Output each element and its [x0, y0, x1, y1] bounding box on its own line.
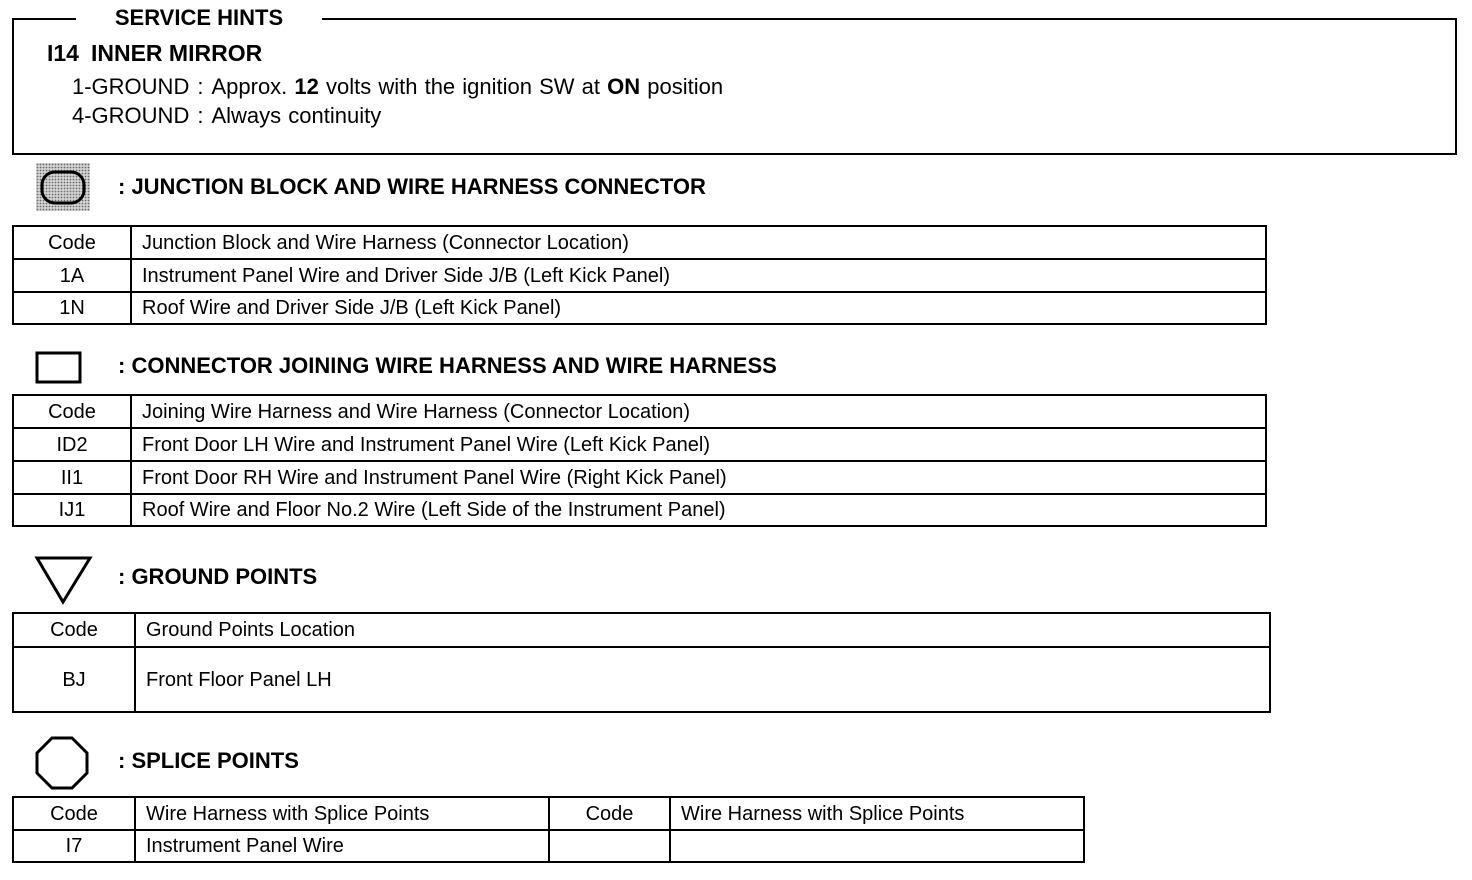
code-cell: BJ — [13, 647, 135, 712]
component-title — [47, 39, 262, 67]
code-cell: I7 — [13, 830, 135, 862]
location-cell: Front Floor Panel LH — [135, 647, 1270, 712]
hint-text: volts with the ignition SW at — [318, 74, 608, 99]
harness-cell: Instrument Panel Wire — [135, 830, 549, 862]
code-cell: 1N — [13, 292, 131, 324]
column-header-code: Code — [13, 797, 135, 830]
hint-value: ON — [607, 74, 641, 99]
hint-separator: : — [197, 74, 204, 99]
component-code: I14 — [47, 40, 79, 66]
ground-table — [12, 612, 1271, 713]
table-row — [13, 292, 1266, 324]
ground-heading: : GROUND POINTS — [118, 564, 318, 589]
column-header-location: Junction Block and Wire Harness (Connector Location) — [131, 226, 1266, 259]
service-hints-title: SERVICE HINTS — [76, 4, 322, 32]
hint-value: 12 — [294, 74, 319, 99]
column-header-code: Code — [13, 613, 135, 647]
connector-icon — [35, 351, 83, 385]
column-header-code: Code — [13, 226, 131, 259]
splice-table — [12, 796, 1085, 863]
table-header-row — [13, 226, 1266, 259]
hint-line — [72, 102, 381, 130]
code-cell: ID2 — [13, 428, 131, 461]
code-cell: 1A — [13, 259, 131, 292]
column-header-harness: Wire Harness with Splice Points — [670, 797, 1084, 830]
location-cell: Front Door LH Wire and Instrument Panel Wire (Left Kick Panel) — [131, 428, 1266, 461]
harness-cell — [670, 830, 1084, 862]
hint-text: position — [640, 74, 724, 99]
hint-text: Always continuity — [211, 103, 382, 128]
code-cell — [549, 830, 670, 862]
column-header-code: Code — [13, 395, 131, 428]
junction-block-heading: : JUNCTION BLOCK AND WIRE HARNESS CONNECTOR — [118, 174, 706, 199]
table-row — [13, 259, 1266, 292]
hint-separator: : — [197, 103, 204, 128]
table-row — [13, 647, 1270, 712]
junction-block-icon — [36, 163, 92, 213]
column-header-harness: Wire Harness with Splice Points — [135, 797, 549, 830]
location-cell: Roof Wire and Floor No.2 Wire (Left Side of the Instrument Panel) — [131, 494, 1266, 526]
connector-table — [12, 394, 1267, 527]
junction-block-table — [12, 225, 1267, 325]
component-name: INNER MIRROR — [90, 40, 263, 66]
location-cell: Roof Wire and Driver Side J/B (Left Kick Panel) — [131, 292, 1266, 324]
column-header-location: Ground Points Location — [135, 613, 1270, 647]
table-header-row — [13, 395, 1266, 428]
table-row — [13, 494, 1266, 526]
column-header-location: Joining Wire Harness and Wire Harness (Connector Location) — [131, 395, 1266, 428]
table-header-row — [13, 797, 1084, 830]
code-cell: II1 — [13, 461, 131, 494]
ground-icon — [35, 555, 93, 605]
location-cell: Instrument Panel Wire and Driver Side J/B (Left Kick Panel) — [131, 259, 1266, 292]
table-row — [13, 428, 1266, 461]
splice-heading: : SPLICE POINTS — [118, 748, 299, 773]
table-row — [13, 830, 1084, 862]
connector-heading: : CONNECTOR JOINING WIRE HARNESS AND WIRE HARNESS — [118, 353, 777, 378]
table-header-row — [13, 613, 1270, 647]
code-cell: IJ1 — [13, 494, 131, 526]
hint-terminal: 4-GROUND — [72, 103, 190, 128]
column-header-code: Code — [549, 797, 670, 830]
hint-terminal: 1-GROUND — [72, 74, 190, 99]
splice-icon — [35, 736, 89, 790]
table-row — [13, 461, 1266, 494]
hint-text: Approx. — [211, 74, 295, 99]
location-cell: Front Door RH Wire and Instrument Panel Wire (Right Kick Panel) — [131, 461, 1266, 494]
hint-line — [72, 73, 723, 101]
